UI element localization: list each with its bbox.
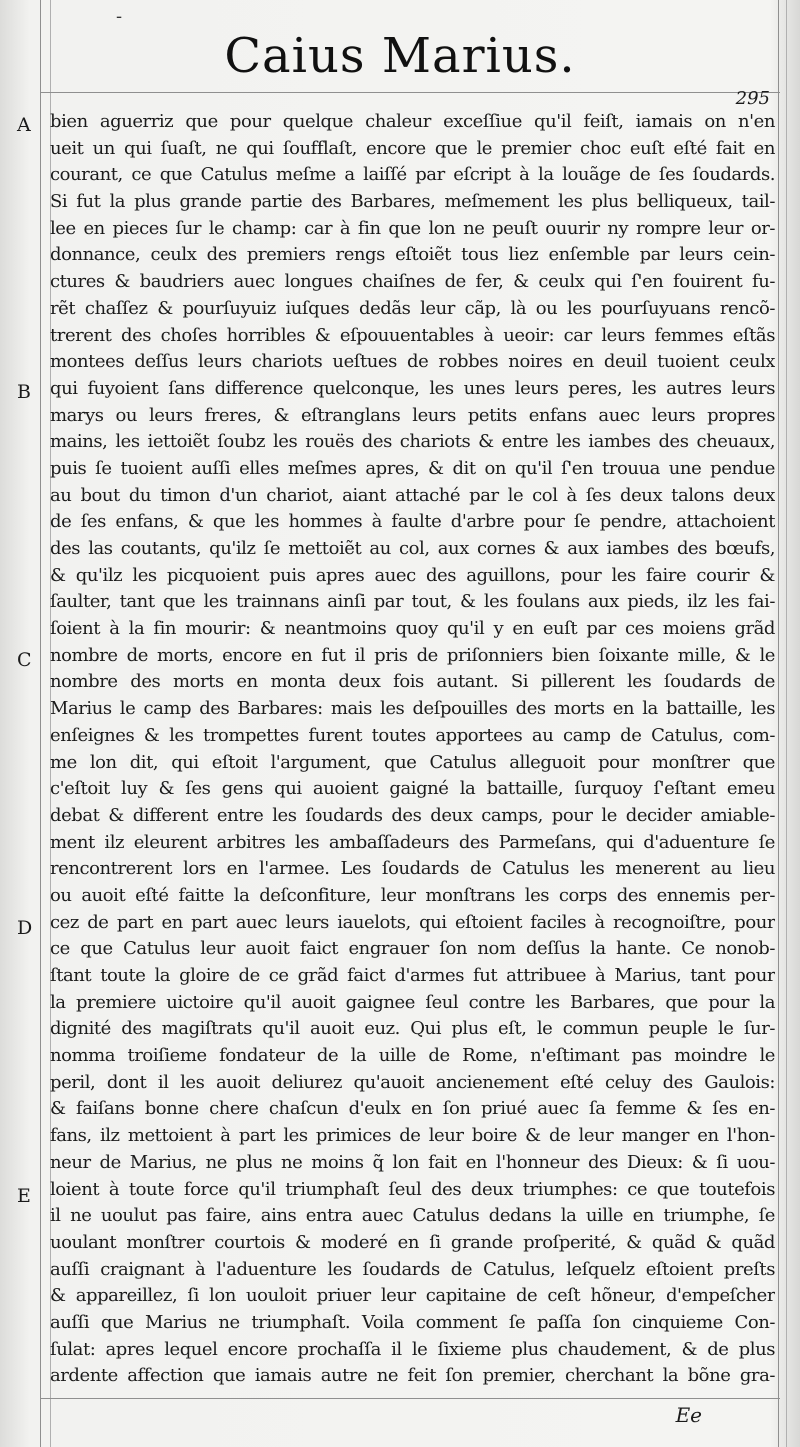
text-line: debat & different entre les ſoudards des deux camps, pour le decider amiable- xyxy=(50,804,775,826)
text-line: ueit un qui ſuaſt, ne qui ſoufflaſt, encore que le premier choc euſt eſté fait en xyxy=(50,137,775,159)
text-line: ou auoit eſté faitte la deſconfiture, leur monſtrans les corps des ennemis per- xyxy=(50,884,775,906)
text-line: donnance, ceulx des premiers rengs eſtoiẽt tous liez enſemble par leurs cein- xyxy=(50,244,775,266)
margin-letter-e: E xyxy=(17,1185,31,1207)
text-line: me lon dit, qui eſtoit l'argument, que Catulus alleguoit pour monſtrer que xyxy=(50,751,775,773)
text-line: puis ſe tuoient auſſi elles meſmes apres, & dit on qu'il ſ'en trouua une pendue xyxy=(50,457,775,479)
text-line: auſſi craignant à l'aduenture les ſoudards de Catulus, leſquelz eſtoient preſts xyxy=(50,1258,775,1280)
text-line: au bout du timon d'un chariot, aiant attaché par le col à ſes deux talons deux xyxy=(50,484,775,506)
text-line: trerent des choſes horribles & eſpouuentables à ueoir: car leurs femmes eſtãs xyxy=(50,324,775,346)
footer-rule xyxy=(40,1398,780,1399)
text-line: nombre des morts en monta deux fois autant. Si pillerent les ſoudards de xyxy=(50,671,775,693)
text-line: la premiere uictoire qu'il auoit gaignee ſeul contre les Barbares, que pour la xyxy=(50,991,775,1013)
margin-letter-c: C xyxy=(17,649,32,671)
text-line: & faiſans bonne chere chaſcun d'eulx en ſon priué auec ſa femme & ſes en- xyxy=(50,1098,775,1120)
outer-right-rule xyxy=(786,0,787,1447)
text-line: loient à toute force qu'il triumphaſt ſeul des deux triumphes: ce que toutefois xyxy=(50,1178,775,1200)
text-line: ment ilz eleurent arbitres les ambaſſadeurs des Parmeſans, qui d'aduenture ſe xyxy=(50,831,775,853)
text-line: de ſes enfans, & que les hommes à faulte d'arbre pour ſe pendre, attachoient xyxy=(50,511,775,533)
text-line: ce que Catulus leur auoit faict engrauer ſon nom deſſus la hante. Ce nonob- xyxy=(50,938,775,960)
text-line: & appareillez, ſi lon uouloit priuer leur capitaine de ceſt hõneur, d'empeſcher xyxy=(50,1285,775,1307)
text-line: auſſi que Marius ne triumphaſt. Voila comment ſe paſſa ſon cinquieme Con- xyxy=(50,1311,775,1333)
page-number: 295 xyxy=(735,88,770,109)
body-text xyxy=(50,109,775,1390)
text-line: ardente affection que iamais autre ne feit ſon premier, cherchant la bõne gra- xyxy=(50,1365,775,1387)
text-line: peril, dont il les auoit deliurez qu'auoit ancienement eſté celuy des Gaulois: xyxy=(50,1071,775,1093)
text-line: enſeignes & les trompettes furent toutes apportees au camp de Catulus, com- xyxy=(50,724,775,746)
margin-letter-b: B xyxy=(17,381,31,403)
text-line: qui fuyoient ſans difference quelconque, les unes leurs peres, les autres leurs xyxy=(50,377,775,399)
text-line: nombre de morts, encore en fut il pris de priſonniers bien ſoixante mille, & le xyxy=(50,644,775,666)
margin-letter-a: A xyxy=(17,114,31,136)
margin-letter-d: D xyxy=(17,917,33,939)
catchword: Ee xyxy=(675,1403,702,1427)
text-line: ſtant toute la gloire de ce grãd faict d'armes fut attribuee à Marius, tant pour xyxy=(50,965,775,986)
text-line: courant, ce que Catulus meſme a laiſſé par eſcript à la louãge de ſes ſoudards. xyxy=(50,164,775,186)
text-line: dignité des magiſtrats qu'il auoit euz. Qui plus eſt, le commun peuple le ſur- xyxy=(50,1018,775,1040)
text-line: ctures & baudriers auec longues chaiſnes de fer, & ceulx qui ſ'en fouirent fu- xyxy=(50,271,775,293)
left-margin-rule xyxy=(40,0,41,1447)
text-line: rencontrerent lors en l'armee. Les ſoudards de Catulus les menerent au lieu xyxy=(50,858,775,880)
text-line: cez de part en part auec leurs iauelots, qui eſtoient faciles à recognoiſtre, pour xyxy=(50,911,775,933)
text-line: mains, les iettoiẽt ſoubz les rouës des chariots & entre les iambes des cheuaux, xyxy=(50,431,775,453)
text-line: ſoient à la fin mourir: & neantmoins quoy qu'il y en euſt par ces moiens grãd xyxy=(50,618,775,640)
text-line: bien aguerriz que pour quelque chaleur exceſſiue qu'il feiſt, iamais on n'en xyxy=(50,111,775,132)
text-line: lee en pieces ſur le champ: car à fin que lon ne peuſt ouurir ny rompre leur or- xyxy=(50,217,775,239)
running-title: Caius Marius. xyxy=(224,28,576,84)
text-line: des las coutants, qu'ilz ſe mettoiẽt au col, aux cornes & aux iambes des bœufs, xyxy=(50,538,775,559)
text-line: nomma troiſieme fondateur de la uille de Rome, n'eſtimant pas moindre le xyxy=(50,1045,775,1067)
text-line: c'eſtoit luy & ſes gens qui auoient gaigné la battaille, ſurquoy ſ'eſtant emeu xyxy=(50,778,775,800)
right-margin-rule xyxy=(778,0,779,1447)
text-line: & qu'ilz les picquoient puis apres auec des aguillons, pour les faire courir & xyxy=(50,564,775,586)
text-line: montees deſſus leurs chariots ueſtues de robbes noires en deuil tuoient ceulx xyxy=(50,351,775,373)
text-line: uoulant monſtrer courtois & moderé en ſi grande proſperité, & quãd & quãd xyxy=(50,1231,775,1253)
text-line: il ne uoulut pas faire, ains entra auec Catulus dedans la uille en triumphe, ſe xyxy=(50,1205,775,1227)
text-line: fans, ilz mettoient à part les primices de leur boire & de leur manger en l'hon- xyxy=(50,1125,775,1147)
top-mark: - xyxy=(116,6,123,27)
text-line: ſulat: apres lequel encore prochaſſa il le ſixieme plus chaudement, & de plus xyxy=(50,1338,775,1360)
header-rule xyxy=(40,92,780,93)
text-line: Si fut la plus grande partie des Barbares, meſmement les plus belliqueux, tail- xyxy=(50,191,775,213)
text-line: ſaulter, tant que les trainnans ainſi par tout, & les foulans aux pieds, ilz les fai- xyxy=(50,591,775,613)
text-line: Marius le camp des Barbares: mais les deſpouilles des morts en la battaille, les xyxy=(50,698,775,720)
text-line: rẽt chaſſez & pourſuyuiz iuſques dedãs leur cãp, là ou les pourſuyuans rencõ- xyxy=(50,297,775,319)
text-line: marys ou leurs freres, & eſtranglans leurs petits enfans auec leurs propres xyxy=(50,404,775,426)
text-line: neur de Marius, ne plus ne moins q̃ lon fait en l'honneur des Dieux: & ſi uou- xyxy=(50,1151,775,1173)
